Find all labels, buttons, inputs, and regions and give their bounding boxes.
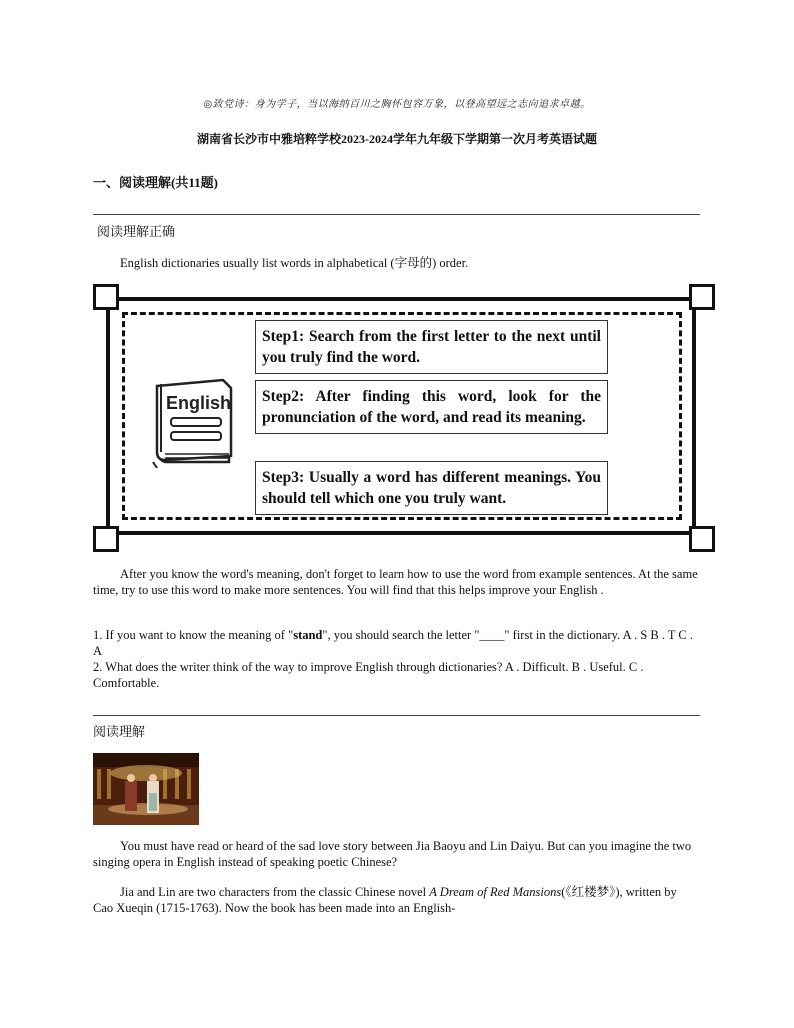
question-1 xyxy=(93,627,700,659)
english-book-icon xyxy=(151,376,235,473)
corner-square xyxy=(689,526,715,552)
page-title: 湖南省长沙市中雅培粹学校2023-2024学年九年级下学期第一次月考英语试题 xyxy=(197,132,597,146)
motto-line: ◎致党诗：身为学子，当以海纳百川之胸怀包容万象，以登高望远之志向追求卓越。 xyxy=(203,99,591,110)
passage-intro: English dictionaries usually list words in alphabetical (字母的) order. xyxy=(120,256,469,270)
corner-square xyxy=(93,526,119,552)
passage-label: 阅读理解 xyxy=(93,724,146,739)
question-1-prefix: 1. If you want to know the meaning of " xyxy=(93,628,294,642)
divider xyxy=(93,715,700,716)
opera-photo xyxy=(93,753,199,825)
passage-paragraph: You must have read or heard of the sad love story between Jia Baoyu and Lin Daiyu. But can you imagine the two singing opera in English instead of speaking poetic Chinese? xyxy=(93,839,692,869)
passage-paragraph xyxy=(93,884,700,916)
paragraph-text: Jia and Lin are two characters from the classic Chinese novel xyxy=(120,885,430,899)
divider xyxy=(93,214,700,215)
question-1-keyword: stand xyxy=(293,628,323,642)
step-2-box: Step2: After finding this word, look for the pronunciation of the word, and read its meaning. xyxy=(255,380,608,434)
dictionary-steps-figure xyxy=(93,284,715,552)
passage-label: 阅读理解正确 xyxy=(97,224,176,239)
step-3-box: Step3: Usually a word has different meanings. You should tell which one you truly want. xyxy=(255,461,608,515)
corner-square xyxy=(689,284,715,310)
question-2: 2. What does the writer think of the way to improve English through dictionaries? A . Difficult. B . Useful. C . Comfortable. xyxy=(93,660,644,690)
paragraph-text: (《红楼梦》), written by Cao Xueqin (1715-1763). Now the book has been made into an English- xyxy=(93,885,677,915)
section-heading: 一、阅读理解(共11题) xyxy=(93,175,218,190)
question-1-suffix: ", you should search the letter "____" first in the dictionary. A . S B . T C . A xyxy=(93,628,693,658)
passage-paragraph: After you know the word's meaning, don't forget to learn how to use the word from example sentences. At the same time, try to use this word to make more sentences. You will find that this helps improve your English . xyxy=(93,567,698,597)
step-1-box: Step1: Search from the first letter to the next until you truly find the word. xyxy=(255,320,608,374)
book-label: English xyxy=(166,393,232,413)
book-title: A Dream of Red Mansions xyxy=(429,885,562,899)
corner-square xyxy=(93,284,119,310)
